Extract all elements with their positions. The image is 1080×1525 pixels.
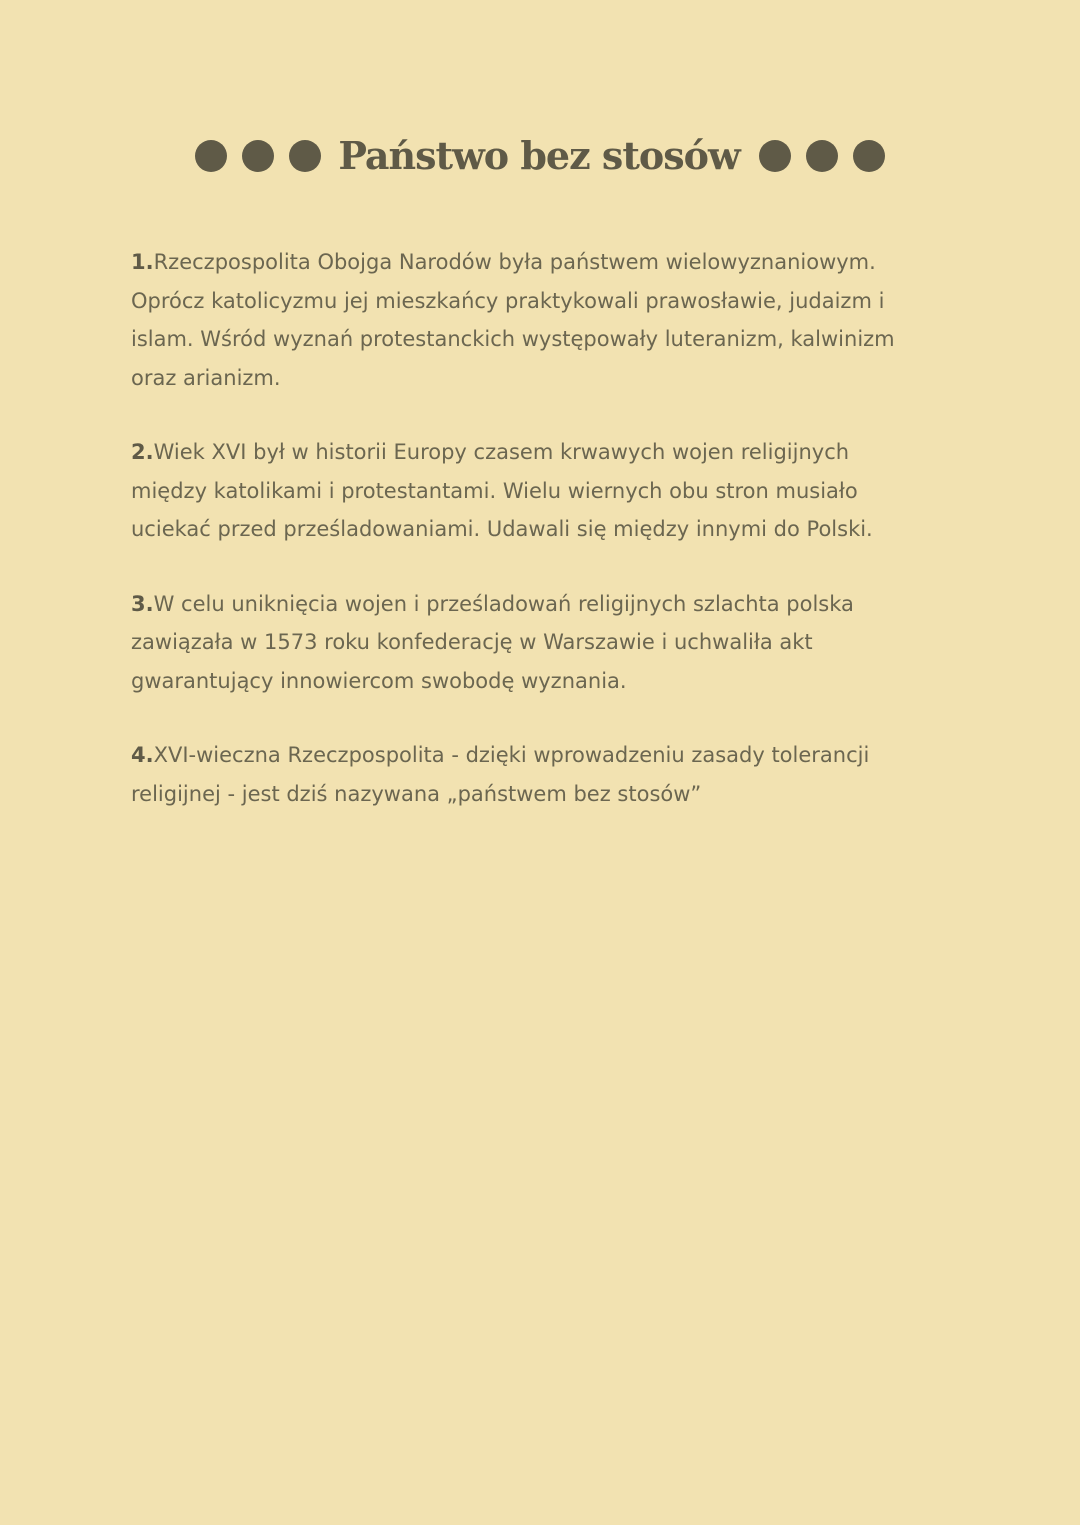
bullet-dot-icon bbox=[806, 140, 838, 172]
content-body bbox=[131, 243, 931, 849]
paragraph-number: 3. bbox=[131, 591, 154, 616]
paragraph-line: Wiek XVI był w historii Europy czasem krwawych wojen religijnych bbox=[153, 440, 850, 464]
paragraph-number: 2. bbox=[131, 440, 154, 464]
bullet-dot-icon bbox=[759, 140, 791, 172]
bullet-dot-icon bbox=[242, 140, 274, 172]
paragraph-line: W celu uniknięcia wojen i prześladowań religijnych szlachta polska bbox=[153, 591, 854, 616]
bullet-dot-icon bbox=[195, 140, 227, 172]
page-title: Państwo bez stosów bbox=[338, 133, 740, 178]
paragraph-line: Oprócz katolicyzmu jej mieszkańcy praktykowali prawosławie, judaizm i bbox=[131, 288, 885, 313]
paragraph-2 bbox=[131, 433, 931, 549]
paragraph-line: uciekać przed prześladowaniami. Udawali się między innymi do Polski. bbox=[131, 517, 873, 541]
paragraph-1 bbox=[131, 243, 931, 397]
paragraph-line: między katolikami i protestantami. Wielu wiernych obu stron musiało bbox=[131, 478, 858, 503]
paragraph-line: gwarantujący innowiercom swobodę wyznania. bbox=[131, 668, 627, 693]
paragraph-line: XVI-wieczna Rzeczpospolita - dzięki wprowadzeniu zasady tolerancji bbox=[153, 743, 870, 767]
paragraph-4 bbox=[131, 736, 931, 813]
paragraph-number: 4. bbox=[131, 743, 154, 767]
paragraph-number: 1. bbox=[131, 250, 154, 274]
paragraph-line: islam. Wśród wyznań protestanckich występowały luteranizm, kalwinizm bbox=[131, 327, 895, 351]
paragraph-3 bbox=[131, 585, 931, 701]
paragraph-line: religijnej - jest dziś nazywana „państwem bez stosów” bbox=[131, 781, 702, 806]
paragraph-line: Rzeczpospolita Obojga Narodów była państwem wielowyznaniowym. bbox=[153, 250, 876, 274]
bullet-dot-icon bbox=[289, 140, 321, 172]
paragraph-line: oraz arianizm. bbox=[131, 365, 281, 390]
bullet-dot-icon bbox=[853, 140, 885, 172]
title-row bbox=[0, 128, 1080, 184]
paragraph-line: zawiązała w 1573 roku konfederację w Warszawie i uchwaliła akt bbox=[131, 630, 813, 654]
